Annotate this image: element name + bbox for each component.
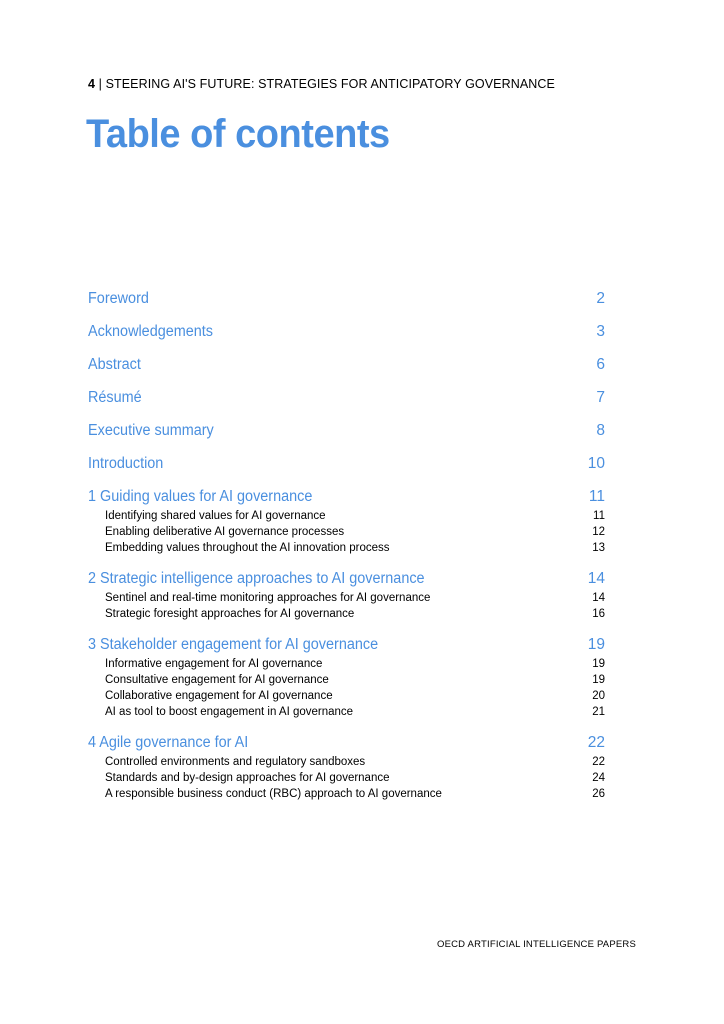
- toc-subentry[interactable]: [88, 672, 605, 688]
- toc-entry-page[interactable]: 21: [592, 706, 605, 718]
- toc-entry-page[interactable]: 24: [592, 772, 605, 784]
- toc-entry-label[interactable]: 2 Strategic intelligence approaches to AI governance: [88, 570, 425, 587]
- toc-entry-label[interactable]: Acknowledgements: [88, 323, 214, 340]
- toc-entry[interactable]: [88, 422, 605, 455]
- toc-subentry[interactable]: [88, 688, 605, 704]
- toc-entry-label[interactable]: 1 Guiding values for AI governance: [88, 488, 313, 505]
- toc-subentry[interactable]: [88, 656, 605, 672]
- toc-entry-page[interactable]: 2: [596, 290, 605, 307]
- toc-entry-label[interactable]: Embedding values throughout the AI innovation process: [105, 542, 390, 554]
- toc-entry[interactable]: [88, 389, 605, 422]
- table-of-contents: [88, 290, 605, 816]
- toc-entry-page[interactable]: 19: [587, 636, 605, 653]
- toc-entry-page[interactable]: 8: [596, 422, 605, 439]
- toc-entry-page[interactable]: 11: [593, 510, 605, 522]
- toc-entry-page[interactable]: 11: [588, 488, 605, 505]
- toc-entry-label[interactable]: Standards and by-design approaches for AI governance: [105, 772, 390, 784]
- header-running-title: STEERING AI'S FUTURE: STRATEGIES FOR ANTICIPATORY GOVERNANCE: [105, 77, 555, 91]
- toc-entry-page[interactable]: 20: [592, 690, 605, 702]
- toc-entry-page[interactable]: 3: [596, 323, 605, 340]
- toc-entry-page[interactable]: 6: [596, 356, 605, 373]
- toc-entry-label[interactable]: 4 Agile governance for AI: [88, 734, 249, 751]
- toc-subentry[interactable]: [88, 606, 605, 622]
- toc-entry-label[interactable]: Executive summary: [88, 422, 214, 439]
- toc-entry-page[interactable]: 16: [592, 608, 605, 620]
- toc-chapter-heading[interactable]: [88, 570, 605, 588]
- toc-entry-page[interactable]: 22: [587, 734, 605, 751]
- toc-chapter-heading[interactable]: [88, 488, 605, 506]
- toc-entry[interactable]: [88, 290, 605, 323]
- toc-entry-page[interactable]: 19: [592, 658, 605, 670]
- page-title: Table of contents: [86, 112, 390, 156]
- header-page-number: 4: [88, 77, 96, 91]
- toc-subentry[interactable]: [88, 786, 605, 802]
- toc-subentry[interactable]: [88, 704, 605, 720]
- toc-entry-page[interactable]: 14: [592, 592, 605, 604]
- toc-subentry[interactable]: [88, 540, 605, 556]
- toc-entry-page[interactable]: 19: [592, 674, 605, 686]
- toc-entry-label[interactable]: Sentinel and real-time monitoring approaches for AI governance: [105, 592, 431, 604]
- toc-entry-label[interactable]: Identifying shared values for AI governance: [105, 510, 326, 522]
- toc-entry[interactable]: [88, 323, 605, 356]
- toc-entry-label[interactable]: Enabling deliberative AI governance processes: [105, 526, 345, 538]
- toc-chapter: [88, 488, 605, 556]
- toc-entry-label[interactable]: Résumé: [88, 389, 142, 406]
- toc-subentry[interactable]: [88, 754, 605, 770]
- header-separator: |: [95, 77, 106, 91]
- toc-subentry[interactable]: [88, 590, 605, 606]
- running-footer: OECD ARTIFICIAL INTELLIGENCE PAPERS: [437, 939, 636, 950]
- toc-entry-label[interactable]: Collaborative engagement for AI governance: [105, 690, 333, 702]
- toc-entry-page[interactable]: 7: [596, 389, 605, 406]
- toc-entry-label[interactable]: Strategic foresight approaches for AI governance: [105, 608, 355, 620]
- toc-entry-label[interactable]: AI as tool to boost engagement in AI governance: [105, 706, 354, 718]
- toc-entry-label[interactable]: Abstract: [88, 356, 141, 373]
- toc-entry-page[interactable]: 14: [587, 570, 605, 587]
- toc-chapter: [88, 734, 605, 802]
- toc-entry-page[interactable]: 26: [592, 788, 605, 800]
- toc-entry-page[interactable]: 13: [592, 542, 605, 554]
- toc-entry-label[interactable]: Controlled environments and regulatory sandboxes: [105, 756, 366, 768]
- toc-chapter: [88, 570, 605, 622]
- toc-subentry[interactable]: [88, 524, 605, 540]
- toc-entry-label[interactable]: Consultative engagement for AI governance: [105, 674, 329, 686]
- toc-chapter-heading[interactable]: [88, 734, 605, 752]
- toc-chapter: [88, 636, 605, 720]
- toc-entry[interactable]: [88, 455, 605, 488]
- toc-entry-page[interactable]: 10: [587, 455, 605, 472]
- toc-entry-page[interactable]: 22: [592, 756, 605, 768]
- toc-subentry[interactable]: [88, 770, 605, 786]
- toc-entry-page[interactable]: 12: [592, 526, 605, 538]
- toc-entry-label[interactable]: Introduction: [88, 455, 164, 472]
- toc-entry-label[interactable]: Foreword: [88, 290, 149, 307]
- toc-subentry[interactable]: [88, 508, 605, 524]
- toc-entry-label[interactable]: A responsible business conduct (RBC) approach to AI governance: [105, 788, 442, 800]
- running-header: [88, 77, 555, 91]
- toc-entry-label[interactable]: Informative engagement for AI governance: [105, 658, 323, 670]
- toc-entry-label[interactable]: 3 Stakeholder engagement for AI governance: [88, 636, 379, 653]
- toc-chapter-heading[interactable]: [88, 636, 605, 654]
- toc-entry[interactable]: [88, 356, 605, 389]
